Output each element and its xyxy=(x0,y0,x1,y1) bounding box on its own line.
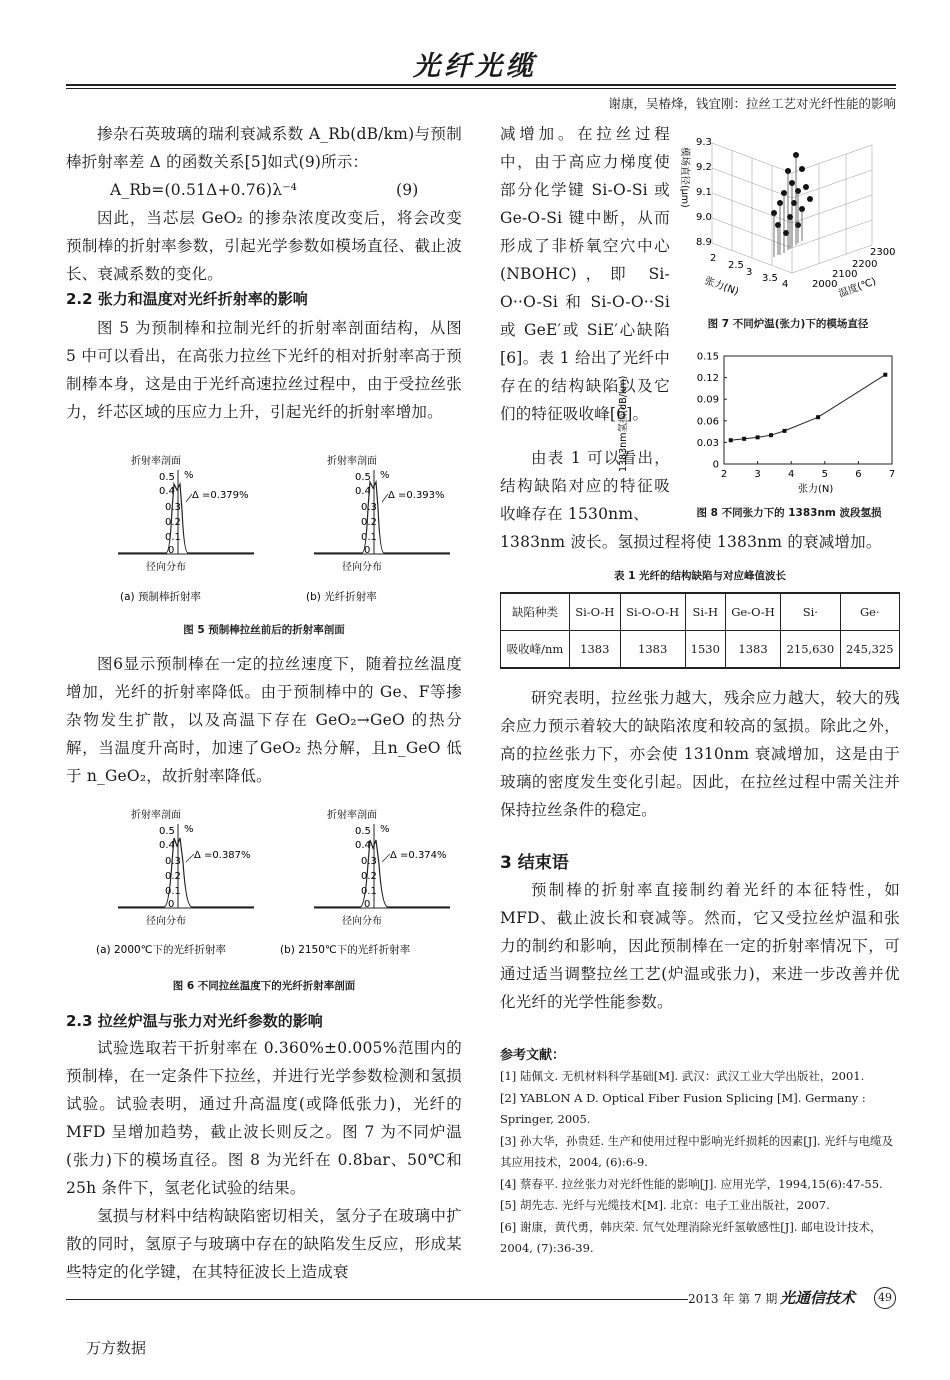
fig7-xtick-1: 2.5 xyxy=(728,260,744,271)
fig7-xtick-3: 3.5 xyxy=(762,273,778,284)
figure-7 xyxy=(674,125,900,305)
fig6a-title: 折射率剖面 xyxy=(131,810,181,821)
fig6a-ytick-4: 0.1 xyxy=(165,886,181,897)
table-cell: 245,325 xyxy=(840,631,899,669)
fig8-ytick-label: 0.12 xyxy=(696,373,719,385)
fig5a-ytick-5: 0 xyxy=(168,545,175,556)
footer-journal: 光通信技术 xyxy=(780,1289,856,1307)
table-cell: 1530 xyxy=(685,631,725,669)
fig6a-ytick-2: 0.3 xyxy=(165,856,181,867)
fig7-ztick-2: 9.1 xyxy=(696,187,712,198)
fig8-data-point xyxy=(816,415,820,419)
fig8-ytick-label: 0.09 xyxy=(696,394,719,406)
table-header-cell: Si-O-H xyxy=(569,593,620,631)
right-p3: 预制棒的折射率直接制约着光纤的本征特性，如 MFD、截止波长和衰减等。然而，它又受拉丝炉温和张力的制约和影响，因此预制棒在一定的折射率情况下，可通过适当调整拉丝工艺(炉温或张力)，来进一步改善并优化光纤的光学性能参数。 xyxy=(500,881,900,1011)
fig6b-ytick-0: 0.5 xyxy=(355,826,371,837)
left-p5: 试验选取若干折射率在 0.360%±0.005%范围内的预制棒，在一定条件下拉丝，并进行光学参数检测和氢损试验。试验表明，通过升高温度(或降低张力)，光纤的 MFD 呈增加趋势，截止波长则反之。图 7 为不同炉温(张力)下的模场直径。图 8 为光纤在 0.8bar、50℃和 25h 条件下，氢老化试验的结果。 xyxy=(66,1039,462,1197)
fig6a-profile-curve xyxy=(118,838,254,907)
fig8-xtick-label: 5 xyxy=(821,469,828,480)
fig8-data-point xyxy=(769,433,773,437)
section-2-3: 2.3 拉丝炉温与张力对光纤参数的影响 xyxy=(66,1012,323,1030)
journal-logo: 光纤光缆 xyxy=(413,51,537,82)
header-rule xyxy=(66,84,896,86)
fig7-xtick-0: 2 xyxy=(710,253,717,264)
fig6b-delta-leader xyxy=(382,854,390,862)
fig6-panel-a xyxy=(118,808,254,927)
fig7-xlabel: 张力(N) xyxy=(702,275,740,298)
running-title: 谢康，吴椿烽，钱宜刚：拉丝工艺对光纤性能的影响 xyxy=(608,96,896,111)
figure-8-caption: 图 8 不同张力下的 1383nm 波段氢损 xyxy=(696,507,882,519)
footer-issue: 2013 年 第 7 期 xyxy=(688,1292,778,1306)
fig5b-xlabel: 径向分布 xyxy=(342,562,382,573)
table-1-caption: 表 1 光纤的结构缺陷与对应峰值波长 xyxy=(613,570,787,582)
fig7-xtick-2: 3 xyxy=(746,267,753,278)
fig6a-ytick-0: 0.5 xyxy=(159,826,175,837)
figure-7-svg xyxy=(674,125,900,305)
fig6a-ytick-1: 0.4 xyxy=(159,840,175,851)
table-cell: 1383 xyxy=(725,631,780,669)
left-p6: 氢损与材料中结构缺陷密切相关，氢分子在玻璃中扩散的同时，氢原子与玻璃中存在的缺陷发生反应，形成某些特定的化学键，在其特征波长上造成衰 xyxy=(66,1207,462,1281)
fig5b-ytick-4: 0.1 xyxy=(361,532,377,543)
table-header-cell: Si-O-O-H xyxy=(620,593,685,631)
right-p1a: 减增加。在拉丝过程中，由于高应力梯度使部分化学键 Si-O-Si 或 Ge-O-Si 键中断，从而形成了非桥氧空穴中心 (NBOHC)，即 Si-O··O-Si 和 Si-O-O··Si 或 GeE′或 SiE′心缺陷[6]。表 1 给出了光纤中存在的结构缺陷以及它们的特征吸收峰[6]。 xyxy=(500,125,670,423)
fig5a-ytick-0: 0.5 xyxy=(159,472,175,483)
fig5a-xlabel: 径向分布 xyxy=(146,562,186,573)
figure-6 xyxy=(66,804,462,974)
fig5b-ytick-3: 0.2 xyxy=(361,517,377,528)
fig6b-title: 折射率剖面 xyxy=(327,810,377,821)
fig7-xtick-4: 4 xyxy=(782,279,789,290)
fig7-ztick-0: 9.3 xyxy=(696,137,712,148)
table-cell: 1383 xyxy=(569,631,620,669)
fig6a-unit: % xyxy=(184,824,194,835)
fig6b-ytick-1: 0.4 xyxy=(355,840,371,851)
fig8-ylabel: 1383nm氢损(dB/km) xyxy=(618,375,629,472)
fig8-xtick-label: 6 xyxy=(855,469,862,480)
figure-8-svg xyxy=(618,342,902,500)
fig7-point xyxy=(799,166,805,172)
fig8-xtick-label: 2 xyxy=(720,469,728,480)
table-header-cell: Ge· xyxy=(840,593,899,631)
table-cell: 1383 xyxy=(620,631,685,669)
fig7-ytick-3: 2300 xyxy=(870,247,896,258)
left-p1: 掺杂石英玻璃的瑞利衰减系数 A_Rb(dB/km)与预制棒折射率差 Δ 的函数关系[5]如式(9)所示： xyxy=(66,125,462,171)
fig6a-subcaption: (a) 2000℃下的光纤折射率 xyxy=(96,944,226,956)
fig5a-ytick-3: 0.2 xyxy=(165,517,181,528)
right-p1b: 由表 1 可以看出，结构缺陷对应的特征吸收峰存在 1530nm、 xyxy=(500,449,670,523)
fig6b-unit: % xyxy=(380,824,390,835)
fig5-panel-a xyxy=(118,454,254,573)
fig5b-ytick-5: 0 xyxy=(364,545,371,556)
table-header-row xyxy=(501,593,900,631)
fig7-ztick-4: 8.9 xyxy=(696,237,712,248)
fig8-ytick-label: 0 xyxy=(712,459,719,471)
right-p1c: 1383nm 波长。氢损过程将使 1383nm 的衰减增加。 xyxy=(500,533,882,551)
reference-item: [1] 陆佩文. 无机材料科学基础[M]. 武汉：武汉工业大学出版社，2001. xyxy=(500,1069,865,1083)
fig6a-xlabel: 径向分布 xyxy=(146,916,186,927)
figure-5-caption: 图 5 预制棒拉丝前后的折射率剖面 xyxy=(183,624,345,636)
references-list xyxy=(500,1066,900,1260)
fig8-data-point xyxy=(782,429,786,433)
fig5b-unit: % xyxy=(380,470,390,481)
fig7-point xyxy=(807,196,813,202)
fig8-ytick-label: 0.06 xyxy=(696,416,719,428)
fig7-ylabel: 温度(℃) xyxy=(837,276,878,300)
left-p2: 因此，当芯层 GeO₂ 的掺杂浓度改变后，将会改变预制棒的折射率参数，引起光学参数如模场直径、截止波长、衰减系数的变化。 xyxy=(66,209,462,283)
fig5b-title: 折射率剖面 xyxy=(327,456,377,467)
figure-5 xyxy=(66,450,462,645)
figure-6-svg xyxy=(66,804,462,974)
table-cell: 215,630 xyxy=(781,631,840,669)
fig5a-ytick-1: 0.4 xyxy=(159,486,175,497)
fig5b-delta: Δ =0.393% xyxy=(388,490,445,501)
fig5b-subcaption: (b) 光纤折射率 xyxy=(306,591,377,603)
fig8-data-point xyxy=(756,435,760,439)
fig7-ztick-3: 9.0 xyxy=(696,212,712,223)
reference-item: [2] YABLON A D. Optical Fiber Fusion Splicing [M]. Germany : Springer, 2005. xyxy=(500,1090,866,1126)
fig8-data-point xyxy=(729,438,733,442)
fig6b-ytick-2: 0.3 xyxy=(361,856,377,867)
left-p4: 图6显示预制棒在一定的拉丝速度下，随着拉丝温度增加，光纤的折射率降低。由于预制棒中的 Ge、F等掺杂物发生扩散，以及高温下存在 GeO₂→GeO 的热分解，当温度升高时，加速了GeO₂ 热分解，且n_GeO 低于 n_GeO₂，故折射率降低。 xyxy=(66,655,462,785)
fig6b-delta: Δ =0.374% xyxy=(390,850,447,861)
fig6b-xlabel: 径向分布 xyxy=(342,916,382,927)
fig7-ytick-0: 2000 xyxy=(812,279,838,290)
reference-item: [6] 谢康，黄代勇，韩庆荣. 氘气处理消除光纤氢敏感性[J]. 邮电设计技术，2004, (7):36-39. xyxy=(500,1219,882,1255)
table-header-cell: 缺陷种类 xyxy=(501,593,570,631)
right-p2: 研究表明，拉丝张力越大，残余应力越大，较大的残余应力预示着较大的缺陷浓度和较高的氢损。除此之外，高的拉丝张力下，亦会使 1310nm 衰减增加，这是由于玻璃的密度发生变化引起。因此，在拉丝过程中需关注并保持拉丝条件的稳定。 xyxy=(500,689,900,819)
fig8-xtick-label: 4 xyxy=(788,469,795,480)
fig6a-ytick-3: 0.2 xyxy=(165,871,181,882)
table-row-label: 吸收峰/nm xyxy=(501,631,570,669)
fig8-plot-frame xyxy=(724,356,892,464)
fig8-ytick-label: 0.03 xyxy=(696,437,719,449)
fig6-panel-b xyxy=(314,808,450,927)
fig7-ytick-2: 2200 xyxy=(852,259,878,270)
watermark: 万方数据 xyxy=(86,1339,147,1357)
table-row xyxy=(501,631,900,669)
fig5b-ytick-1: 0.4 xyxy=(355,486,371,497)
fig6a-ytick-5: 0 xyxy=(168,899,175,910)
figure-7-caption: 图 7 不同炉温(张力)下的模场直径 xyxy=(707,318,869,330)
fig5b-ytick-2: 0.3 xyxy=(361,502,377,513)
reference-item: [4] 蔡春平. 拉丝张力对光纤性能的影响[J]. 应用光学，1994,15(6):47-55. xyxy=(500,1176,883,1191)
fig8-data-point xyxy=(883,373,887,377)
fig6b-ytick-3: 0.2 xyxy=(361,871,377,882)
table-header-cell: Si· xyxy=(781,593,840,631)
left-p3: 图 5 为预制棒和拉制光纤的折射率剖面结构，从图 5 中可以看出，在高张力拉丝下光纤的相对折射率高于预制棒本身，这是由于光纤高速拉丝过程中，由于受拉丝张力，纤芯区域的压应力上升，引起光纤的折射率增加。 xyxy=(66,319,462,421)
fig5b-ytick-0: 0.5 xyxy=(355,472,371,483)
fig8-data-point xyxy=(742,437,746,441)
fig8-xtick-label: 7 xyxy=(888,469,896,480)
reference-item: [5] 胡先志. 光纤与光缆技术[M]. 北京：电子工业出版社，2007. xyxy=(500,1198,830,1212)
reference-item: [3] 孙大华，孙贵廷. 生产和使用过程中影响光纤损耗的因素[J]. 光纤与电缆及其应用技术，2004, (6):6-9. xyxy=(500,1133,894,1169)
references-title: 参考文献： xyxy=(500,1048,566,1063)
fig8-xlabel: 张力(N) xyxy=(798,484,834,495)
equation-9: A_Rb=(0.51Δ+0.76)λ⁻⁴ xyxy=(110,181,298,199)
fig6b-subcaption: (b) 2150℃下的光纤折射率 xyxy=(280,944,411,956)
fig8-series-line xyxy=(731,375,886,441)
figure-8 xyxy=(618,342,902,500)
fig5a-ytick-2: 0.3 xyxy=(165,502,181,513)
equation-number: (9) xyxy=(396,181,419,199)
fig7-ztick-1: 9.2 xyxy=(696,162,712,173)
table-header-cell: Ge-O-H xyxy=(725,593,780,631)
fig7-ytick-1: 2100 xyxy=(832,269,858,280)
figure-5-svg xyxy=(66,450,462,645)
fig5a-ytick-4: 0.1 xyxy=(165,532,181,543)
fig5a-subcaption: (a) 预制棒折射率 xyxy=(120,591,201,603)
fig7-point xyxy=(803,184,809,190)
header-rule-thin xyxy=(66,88,896,89)
fig5a-title: 折射率剖面 xyxy=(131,456,181,467)
fig6b-ytick-5: 0 xyxy=(364,899,371,910)
fig7-zlabel: 模场直径(μm) xyxy=(679,147,690,208)
fig5a-unit: % xyxy=(184,470,194,481)
fig6b-ytick-4: 0.1 xyxy=(361,886,377,897)
table-1 xyxy=(500,592,900,669)
section-3: 3 结束语 xyxy=(500,853,569,873)
section-2-2: 2.2 张力和温度对光纤折射率的影响 xyxy=(66,290,308,308)
fig5-panel-b xyxy=(314,454,450,573)
fig8-ytick-label: 0.15 xyxy=(696,351,719,363)
footer-rule xyxy=(66,1299,688,1300)
table-header-cell: Si-H xyxy=(685,593,725,631)
figure-6-caption: 图 6 不同拉丝温度下的光纤折射率剖面 xyxy=(172,980,356,992)
fig5a-delta: Δ =0.379% xyxy=(192,490,249,501)
footer-page-number: 49 xyxy=(874,1287,896,1309)
fig6a-delta-leader xyxy=(186,854,194,862)
fig6a-delta: Δ =0.387% xyxy=(194,850,251,861)
fig8-xtick-label: 3 xyxy=(754,469,761,480)
